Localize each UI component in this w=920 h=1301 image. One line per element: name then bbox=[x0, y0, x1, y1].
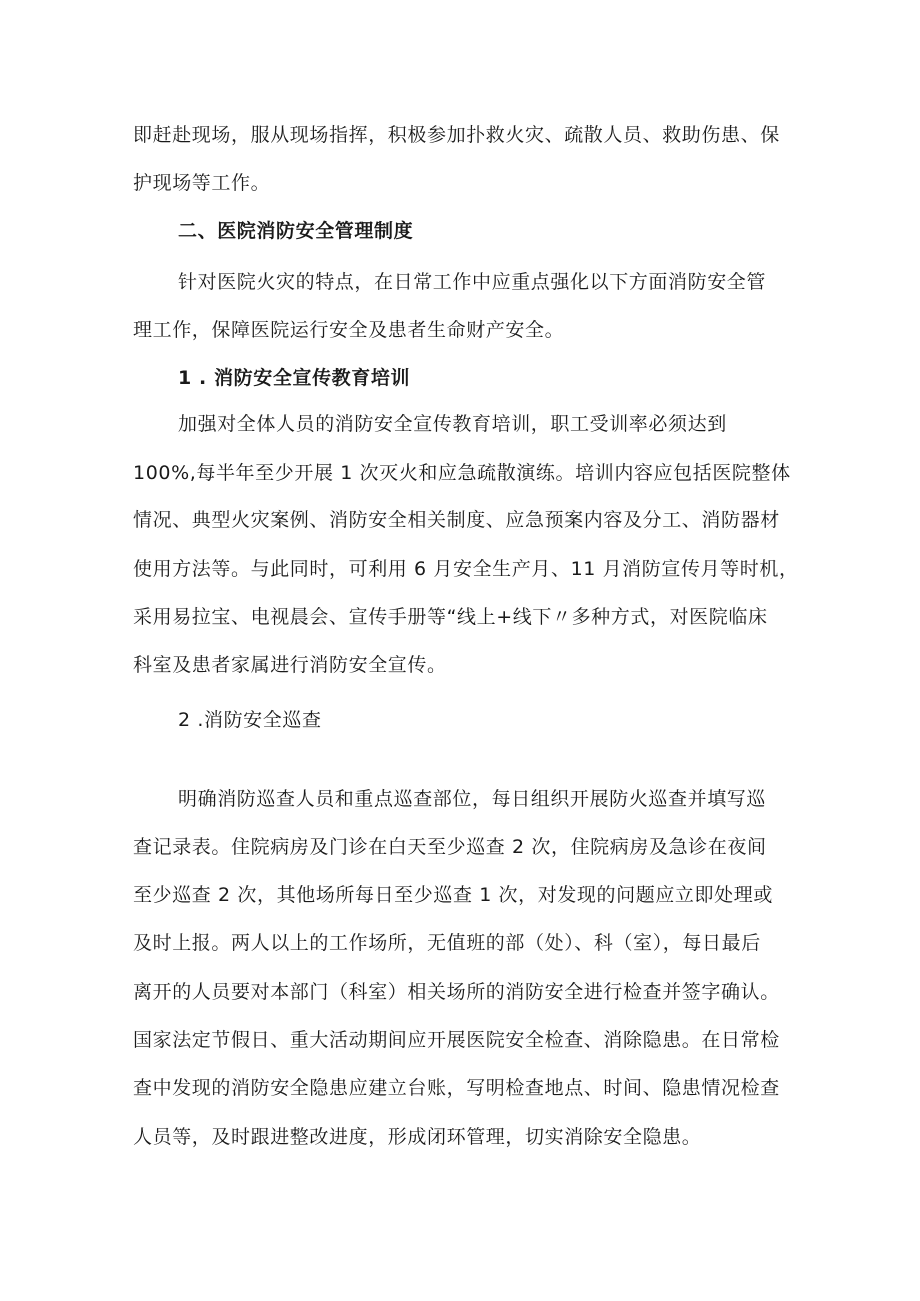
paragraph-line: 人员等，及时跟进整改进度，形成闭环管理，切实消除安全隐患。 bbox=[133, 1126, 702, 1148]
paragraph-line: 国家法定节假日、重大活动期间应开展医院安全检查、消除隐患。在日常检 bbox=[133, 1029, 780, 1051]
section-heading: 二、医院消防安全管理制度 bbox=[178, 220, 414, 242]
paragraph-line: 100%,每半年至少开展 1 次灭火和应急疏散演练。培训内容应包括医院整体 bbox=[133, 462, 791, 484]
paragraph-line: 至少巡查 2 次，其他场所每日至少巡查 1 次，对发现的问题应立即处理或 bbox=[133, 884, 773, 906]
paragraph-line: 及时上报。两人以上的工作场所，无值班的部（处）、科（室），每日最后 bbox=[133, 932, 761, 954]
paragraph-line: 明确消防巡查人员和重点巡查部位，每日组织开展防火巡查并填写巡 bbox=[178, 788, 767, 810]
paragraph-line: 护现场等工作。 bbox=[133, 172, 271, 194]
paragraph-line: 即赶赴现场，服从现场指挥，积极参加扑救火灾、疏散人员、救助伤患、保 bbox=[133, 124, 780, 146]
paragraph-line: 情况、典型火灾案例、消防安全相关制度、应急预案内容及分工、消防器材 bbox=[133, 509, 780, 531]
paragraph-line: 理工作，保障医院运行安全及患者生命财产安全。 bbox=[133, 319, 565, 341]
paragraph-line: 使用方法等。与此同时，可利用 6 月安全生产月、11 月消防宣传月等时机， bbox=[133, 558, 799, 580]
paragraph-line: 科室及患者家属进行消防安全宣传。 bbox=[133, 654, 447, 676]
paragraph-line: 离开的人员要对本部门（科室）相关场所的消防安全进行检查并签字确认。 bbox=[133, 981, 780, 1003]
subsection-heading-2: 2 .消防安全巡查 bbox=[178, 709, 322, 731]
paragraph-line: 加强对全体人员的消防安全宣传教育培训，职工受训率必须达到 bbox=[178, 413, 727, 435]
paragraph-line: 针对医院火灾的特点，在日常工作中应重点强化以下方面消防安全管 bbox=[178, 271, 767, 293]
paragraph-line: 查记录表。住院病房及门诊在白天至少巡查 2 次，住院病房及急诊在夜间 bbox=[133, 836, 767, 858]
paragraph-line: 采用易拉宝、电视晨会、宣传手册等“线上+线下〃多种方式，对医院临床 bbox=[133, 606, 768, 628]
subsection-heading-1: 1 . 消防安全宣传教育培训 bbox=[178, 367, 411, 389]
paragraph-line: 查中发现的消防安全隐患应建立台账，写明检查地点、时间、隐患情况检查 bbox=[133, 1077, 780, 1099]
